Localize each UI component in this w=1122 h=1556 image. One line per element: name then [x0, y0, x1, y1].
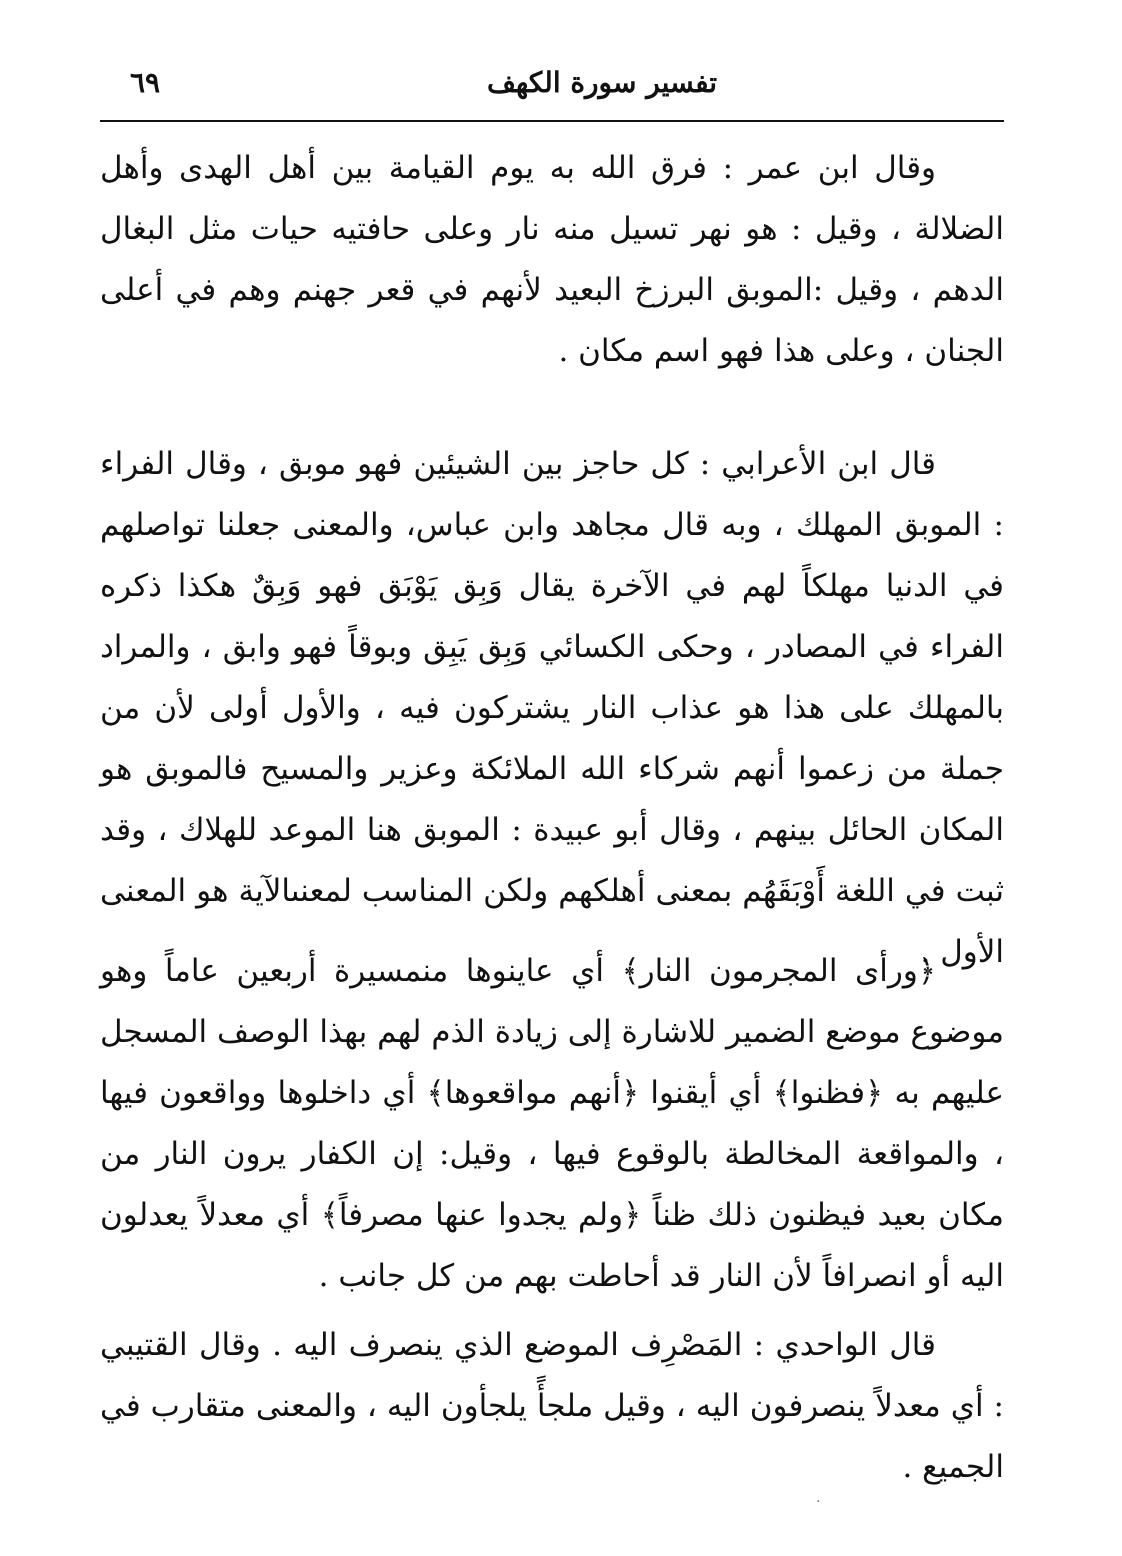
paragraph-verse-commentary: ﴿ورأى المجرمون النار﴾ أي عاينوها منمسيرة أربعين عاماً وهو موضوع موضع الضمير للاشارة إلى زيادة الذم لهم بهذا الوصف المسجل عليهم به ﴿فظنوا﴾ أي أيقنوا ﴿أنهم مواقعوها﴾ أي داخلوها وواقعون فيها ، والمواقعة المخالطة بالوقوع فيها ، وقيل: إن الكفار يرون النار من مكان بعيد فيظنون ذلك ظناً ﴿ولم يجدوا عنها مصرفاً﴾ أي معدلاً يعدلون اليه أو انصرافاً لأن النار قد أحاطت بهم من كل جانب .: [100, 953, 1004, 1294]
scan-speck: ·: [816, 1494, 821, 1510]
paragraph-ibn-alarabi: قال ابن الأعرابي : كل حاجز بين الشيئين فهو موبق ، وقال الفراء : الموبق المهلك ، وبه قال مجاهد وابن عباس، والمعنى جعلنا تواصلهم في الدنيا مهلكاً لهم في الآخرة يقال وَبِق يَوْبَق فهو وَبِقٌ هكذا ذكره الفراء في المصادر ، وحكى الكسائي وَبِق يَبِق وبوقاً فهو وابق ، والمراد بالمهلك على هذا هو عذاب النار يشتركون فيه ، والأول أولى لأن من جملة من زعموا أنهم شركاء الله الملائكة وعزير والمسيح فالموبق هو المكان الحائل بينهم ، وقال أبو عبيدة : الموبق هنا الموعد للهلاك ، وقد ثبت في اللغة أَوْبَقَهُم بمعنى أهلكهم ولكن المناسب لمعنىالآية هو المعنى الأول .: [100, 446, 1004, 970]
running-title: تفسير سورة الكهف: [486, 66, 718, 99]
paragraph-ibn-umar: وقال ابن عمر : فرق الله به يوم القيامة بين أهل الهدى وأهل الضلالة ، وقيل : هو نهر تسيل منه نار وعلى حافتيه حيات مثل البغال الدهم ، وقيل :الموبق البرزخ البعيد لأنهم في قعر جهنم وهم في أعلى الجنان ، وعلى هذا فهو اسم مكان .: [100, 150, 1004, 369]
page-body: [100, 138, 1004, 1498]
header-divider: [100, 120, 1004, 122]
paragraph-alwahidi: قال الواحدي : المَصْرِف الموضع الذي ينصرف اليه . وقال القتيبي : أي معدلاً ينصرفون اليه ، وقيل ملجأً يلجأون اليه ، والمعنى متقارب في الجميع .: [100, 1327, 1004, 1485]
page-number: ٦٩: [130, 66, 161, 99]
page-header: [100, 62, 1004, 120]
